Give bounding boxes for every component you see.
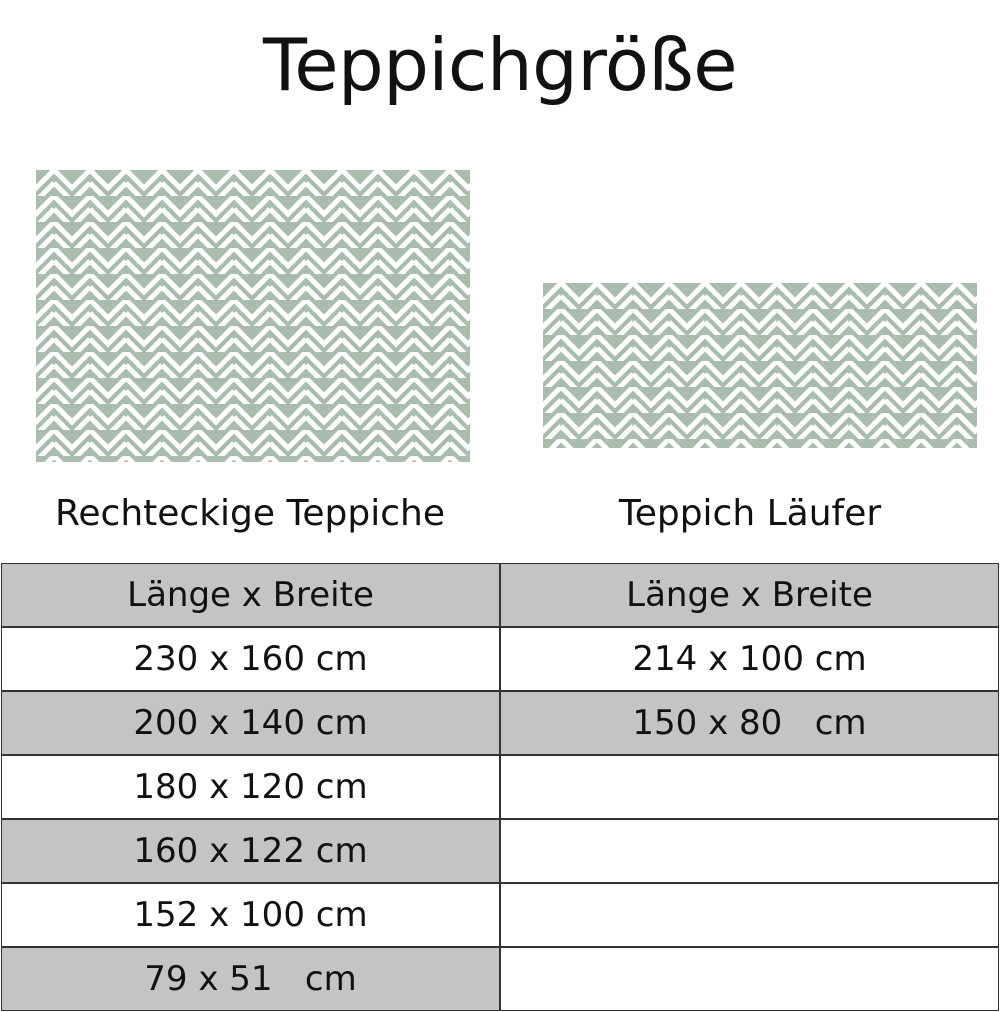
table-row (1, 947, 999, 1011)
size-cell-runner: 214 x 100 cm (500, 627, 999, 691)
table-header-row (1, 563, 999, 627)
size-cell-rectangular: 152 x 100 cm (1, 883, 500, 947)
runner-rug-swatch (543, 283, 977, 448)
table-row (1, 691, 999, 755)
size-cell-runner-empty (500, 883, 999, 947)
size-table (0, 562, 1000, 1012)
table-row (1, 883, 999, 947)
chevron-pattern-icon (36, 170, 470, 462)
size-cell-runner-empty (500, 947, 999, 1011)
size-cell-rectangular: 230 x 160 cm (1, 627, 500, 691)
size-cell-runner-empty (500, 819, 999, 883)
runner-rug-caption: Teppich Läufer (618, 493, 882, 534)
table-row (1, 819, 999, 883)
size-cell-rectangular: 180 x 120 cm (1, 755, 500, 819)
table-header-rectangular: Länge x Breite (1, 563, 500, 627)
size-cell-rectangular: 200 x 140 cm (1, 691, 500, 755)
table-row (1, 755, 999, 819)
size-cell-runner: 150 x 80 cm (500, 691, 999, 755)
size-cell-runner-empty (500, 755, 999, 819)
rectangular-rug-caption: Rechteckige Teppiche (55, 493, 445, 534)
size-cell-rectangular: 79 x 51 cm (1, 947, 500, 1011)
size-cell-rectangular: 160 x 122 cm (1, 819, 500, 883)
chevron-pattern-icon (543, 283, 977, 448)
rectangular-rug-swatch (36, 170, 470, 462)
table-header-runner: Länge x Breite (500, 563, 999, 627)
table-row (1, 627, 999, 691)
page-title: Teppichgröße (262, 23, 738, 107)
